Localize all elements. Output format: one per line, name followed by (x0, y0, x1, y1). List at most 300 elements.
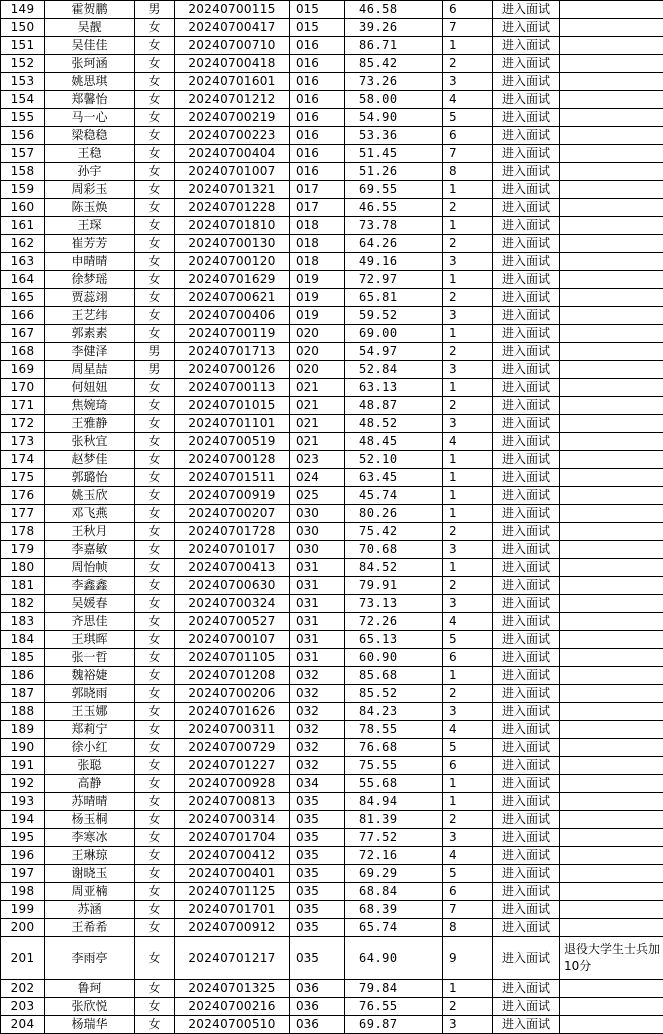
result-cell: 进入面试 (493, 109, 560, 127)
note-cell (560, 631, 663, 649)
seq-cell: 203 (1, 998, 45, 1016)
table-row (1, 487, 663, 505)
name-cell: 姚思琪 (45, 73, 135, 91)
note-cell (560, 469, 663, 487)
gender-cell: 女 (135, 523, 175, 541)
post-code-cell: 032 (290, 685, 345, 703)
note-cell (560, 199, 663, 217)
table-row (1, 469, 663, 487)
result-cell: 进入面试 (493, 325, 560, 343)
seq-cell: 150 (1, 19, 45, 37)
exam-number-cell: 20240700206 (175, 685, 290, 703)
name-cell: 李雨亭 (45, 937, 135, 980)
gender-cell: 女 (135, 901, 175, 919)
result-cell: 进入面试 (493, 775, 560, 793)
score-cell: 55.68 (345, 775, 443, 793)
result-cell: 进入面试 (493, 379, 560, 397)
name-cell: 焦婉琦 (45, 397, 135, 415)
seq-cell: 161 (1, 217, 45, 235)
score-cell: 63.13 (345, 379, 443, 397)
note-cell (560, 325, 663, 343)
score-cell: 65.74 (345, 919, 443, 937)
note-cell (560, 1, 663, 19)
score-cell: 79.84 (345, 980, 443, 998)
result-cell: 进入面试 (493, 703, 560, 721)
seq-cell: 200 (1, 919, 45, 937)
rank-cell: 1 (443, 451, 493, 469)
rank-cell: 7 (443, 901, 493, 919)
rank-cell: 2 (443, 397, 493, 415)
result-cell: 进入面试 (493, 37, 560, 55)
table-row (1, 91, 663, 109)
gender-cell: 女 (135, 127, 175, 145)
note-cell (560, 253, 663, 271)
score-cell: 85.42 (345, 55, 443, 73)
exam-number-cell: 20240700630 (175, 577, 290, 595)
exam-number-cell: 20240700119 (175, 325, 290, 343)
gender-cell: 女 (135, 379, 175, 397)
post-code-cell: 032 (290, 721, 345, 739)
seq-cell: 187 (1, 685, 45, 703)
result-cell: 进入面试 (493, 127, 560, 145)
post-code-cell: 020 (290, 325, 345, 343)
score-cell: 53.36 (345, 127, 443, 145)
table-row (1, 217, 663, 235)
score-cell: 70.68 (345, 541, 443, 559)
result-cell: 进入面试 (493, 980, 560, 998)
exam-number-cell: 20240701208 (175, 667, 290, 685)
score-cell: 69.87 (345, 1016, 443, 1034)
rank-cell: 9 (443, 937, 493, 980)
score-cell: 69.55 (345, 181, 443, 199)
rank-cell: 3 (443, 253, 493, 271)
seq-cell: 198 (1, 883, 45, 901)
seq-cell: 173 (1, 433, 45, 451)
table-row (1, 343, 663, 361)
gender-cell: 女 (135, 685, 175, 703)
rank-cell: 8 (443, 163, 493, 181)
gender-cell: 女 (135, 847, 175, 865)
result-cell: 进入面试 (493, 523, 560, 541)
post-code-cell: 016 (290, 91, 345, 109)
rank-cell: 1 (443, 325, 493, 343)
result-cell: 进入面试 (493, 865, 560, 883)
note-cell (560, 109, 663, 127)
score-cell: 73.78 (345, 217, 443, 235)
gender-cell: 女 (135, 703, 175, 721)
gender-cell: 女 (135, 595, 175, 613)
name-cell: 李鑫鑫 (45, 577, 135, 595)
note-cell (560, 998, 663, 1016)
gender-cell: 女 (135, 307, 175, 325)
exam-number-cell: 20240700912 (175, 919, 290, 937)
gender-cell: 女 (135, 649, 175, 667)
table-row (1, 811, 663, 829)
rank-cell: 6 (443, 649, 493, 667)
name-cell: 李嘉敏 (45, 541, 135, 559)
post-code-cell: 019 (290, 307, 345, 325)
result-cell: 进入面试 (493, 998, 560, 1016)
table-row (1, 595, 663, 613)
post-code-cell: 019 (290, 289, 345, 307)
note-cell (560, 433, 663, 451)
gender-cell: 女 (135, 1016, 175, 1034)
exam-number-cell: 20240701105 (175, 649, 290, 667)
seq-cell: 167 (1, 325, 45, 343)
score-cell: 75.55 (345, 757, 443, 775)
post-code-cell: 016 (290, 73, 345, 91)
table-row (1, 937, 663, 980)
seq-cell: 186 (1, 667, 45, 685)
post-code-cell: 016 (290, 109, 345, 127)
result-cell: 进入面试 (493, 253, 560, 271)
exam-number-cell: 20240700510 (175, 1016, 290, 1034)
score-cell: 48.52 (345, 415, 443, 433)
post-code-cell: 021 (290, 379, 345, 397)
table-row (1, 505, 663, 523)
gender-cell: 女 (135, 559, 175, 577)
exam-number-cell: 20240700710 (175, 37, 290, 55)
name-cell: 王艺纬 (45, 307, 135, 325)
name-cell: 孙宇 (45, 163, 135, 181)
result-cell: 进入面试 (493, 487, 560, 505)
exam-number-cell: 20240700107 (175, 631, 290, 649)
name-cell: 王雅静 (45, 415, 135, 433)
exam-number-cell: 20240700223 (175, 127, 290, 145)
note-cell (560, 127, 663, 145)
note-cell (560, 37, 663, 55)
rank-cell: 4 (443, 433, 493, 451)
name-cell: 姚玉欣 (45, 487, 135, 505)
post-code-cell: 015 (290, 1, 345, 19)
rank-cell: 6 (443, 1, 493, 19)
seq-cell: 180 (1, 559, 45, 577)
table-row (1, 793, 663, 811)
exam-number-cell: 20240700519 (175, 433, 290, 451)
post-code-cell: 031 (290, 649, 345, 667)
note-cell (560, 721, 663, 739)
table-row (1, 829, 663, 847)
result-cell: 进入面试 (493, 559, 560, 577)
post-code-cell: 021 (290, 415, 345, 433)
note-cell (560, 19, 663, 37)
name-cell: 王琪晖 (45, 631, 135, 649)
post-code-cell: 017 (290, 181, 345, 199)
name-cell: 霍贺鹏 (45, 1, 135, 19)
rank-cell: 1 (443, 379, 493, 397)
exam-number-cell: 20240700621 (175, 289, 290, 307)
name-cell: 吴佳佳 (45, 37, 135, 55)
gender-cell: 女 (135, 199, 175, 217)
table-row (1, 739, 663, 757)
seq-cell: 192 (1, 775, 45, 793)
gender-cell: 女 (135, 19, 175, 37)
gender-cell: 女 (135, 577, 175, 595)
result-cell: 进入面试 (493, 271, 560, 289)
gender-cell: 女 (135, 109, 175, 127)
note-cell (560, 811, 663, 829)
post-code-cell: 031 (290, 631, 345, 649)
rank-cell: 2 (443, 811, 493, 829)
note-cell (560, 829, 663, 847)
rank-cell: 5 (443, 739, 493, 757)
note-cell: 退役大学生士兵加10分 (560, 937, 663, 980)
gender-cell: 女 (135, 271, 175, 289)
name-cell: 何妞妞 (45, 379, 135, 397)
post-code-cell: 035 (290, 883, 345, 901)
score-cell: 84.23 (345, 703, 443, 721)
seq-cell: 159 (1, 181, 45, 199)
exam-number-cell: 20240701212 (175, 91, 290, 109)
post-code-cell: 035 (290, 793, 345, 811)
seq-cell: 199 (1, 901, 45, 919)
result-cell: 进入面试 (493, 829, 560, 847)
note-cell (560, 73, 663, 91)
result-cell: 进入面试 (493, 919, 560, 937)
gender-cell: 女 (135, 433, 175, 451)
score-cell: 48.45 (345, 433, 443, 451)
result-cell: 进入面试 (493, 667, 560, 685)
result-cell: 进入面试 (493, 1016, 560, 1034)
note-cell (560, 901, 663, 919)
note-cell (560, 379, 663, 397)
name-cell: 王秋月 (45, 523, 135, 541)
note-cell (560, 523, 663, 541)
score-cell: 51.26 (345, 163, 443, 181)
gender-cell: 女 (135, 253, 175, 271)
gender-cell: 女 (135, 487, 175, 505)
rank-cell: 4 (443, 847, 493, 865)
exam-number-cell: 20240700813 (175, 793, 290, 811)
score-cell: 51.45 (345, 145, 443, 163)
seq-cell: 155 (1, 109, 45, 127)
exam-number-cell: 20240700219 (175, 109, 290, 127)
table-row (1, 541, 663, 559)
rank-cell: 4 (443, 91, 493, 109)
table-row (1, 901, 663, 919)
result-cell: 进入面试 (493, 541, 560, 559)
gender-cell: 女 (135, 883, 175, 901)
table-row (1, 145, 663, 163)
table-row (1, 865, 663, 883)
rank-cell: 5 (443, 865, 493, 883)
gender-cell: 女 (135, 667, 175, 685)
name-cell: 张欣悦 (45, 998, 135, 1016)
name-cell: 杨瑞华 (45, 1016, 135, 1034)
result-cell: 进入面试 (493, 613, 560, 631)
table-row (1, 703, 663, 721)
seq-cell: 194 (1, 811, 45, 829)
exam-number-cell: 20240701728 (175, 523, 290, 541)
gender-cell: 女 (135, 469, 175, 487)
note-cell (560, 685, 663, 703)
rank-cell: 1 (443, 667, 493, 685)
score-cell: 52.10 (345, 451, 443, 469)
score-cell: 73.13 (345, 595, 443, 613)
table-row (1, 919, 663, 937)
exam-number-cell: 20240701626 (175, 703, 290, 721)
post-code-cell: 031 (290, 613, 345, 631)
rank-cell: 2 (443, 235, 493, 253)
table-row (1, 37, 663, 55)
rank-cell: 2 (443, 289, 493, 307)
note-cell (560, 289, 663, 307)
seq-cell: 183 (1, 613, 45, 631)
name-cell: 陈玉焕 (45, 199, 135, 217)
score-cell: 69.29 (345, 865, 443, 883)
exam-number-cell: 20240701017 (175, 541, 290, 559)
table-row (1, 181, 663, 199)
rank-cell: 3 (443, 829, 493, 847)
table-row (1, 847, 663, 865)
rank-cell: 1 (443, 505, 493, 523)
note-cell (560, 487, 663, 505)
table-row (1, 271, 663, 289)
result-cell: 进入面试 (493, 91, 560, 109)
name-cell: 李健泽 (45, 343, 135, 361)
rank-cell: 2 (443, 55, 493, 73)
seq-cell: 202 (1, 980, 45, 998)
gender-cell: 女 (135, 757, 175, 775)
post-code-cell: 032 (290, 667, 345, 685)
note-cell (560, 55, 663, 73)
post-code-cell: 034 (290, 775, 345, 793)
name-cell: 周星喆 (45, 361, 135, 379)
seq-cell: 204 (1, 1016, 45, 1034)
name-cell: 赵梦佳 (45, 451, 135, 469)
name-cell: 张秋宜 (45, 433, 135, 451)
rank-cell: 2 (443, 199, 493, 217)
gender-cell: 女 (135, 73, 175, 91)
note-cell (560, 91, 663, 109)
post-code-cell: 021 (290, 397, 345, 415)
gender-cell: 女 (135, 397, 175, 415)
rank-cell: 2 (443, 523, 493, 541)
name-cell: 苏涵 (45, 901, 135, 919)
table-row (1, 109, 663, 127)
result-cell: 进入面试 (493, 145, 560, 163)
post-code-cell: 016 (290, 145, 345, 163)
result-cell: 进入面试 (493, 883, 560, 901)
post-code-cell: 032 (290, 757, 345, 775)
gender-cell: 女 (135, 217, 175, 235)
score-cell: 77.52 (345, 829, 443, 847)
exam-number-cell: 20240701228 (175, 199, 290, 217)
result-cell: 进入面试 (493, 361, 560, 379)
seq-cell: 185 (1, 649, 45, 667)
table-row (1, 73, 663, 91)
score-cell: 65.13 (345, 631, 443, 649)
result-cell: 进入面试 (493, 901, 560, 919)
post-code-cell: 025 (290, 487, 345, 505)
score-cell: 59.52 (345, 307, 443, 325)
rank-cell: 1 (443, 775, 493, 793)
seq-cell: 164 (1, 271, 45, 289)
post-code-cell: 016 (290, 127, 345, 145)
exam-number-cell: 20240700120 (175, 253, 290, 271)
gender-cell: 女 (135, 91, 175, 109)
note-cell (560, 793, 663, 811)
table-row (1, 685, 663, 703)
note-cell (560, 451, 663, 469)
rank-cell: 1 (443, 181, 493, 199)
gender-cell: 女 (135, 415, 175, 433)
score-cell: 64.26 (345, 235, 443, 253)
results-table-body (1, 1, 663, 1034)
table-row (1, 253, 663, 271)
exam-number-cell: 20240701321 (175, 181, 290, 199)
result-cell: 进入面试 (493, 721, 560, 739)
table-row (1, 998, 663, 1016)
table-row (1, 1, 663, 19)
table-row (1, 757, 663, 775)
gender-cell: 女 (135, 829, 175, 847)
seq-cell: 197 (1, 865, 45, 883)
rank-cell: 3 (443, 541, 493, 559)
rank-cell: 3 (443, 415, 493, 433)
rank-cell: 1 (443, 559, 493, 577)
name-cell: 邓飞燕 (45, 505, 135, 523)
note-cell (560, 415, 663, 433)
exam-number-cell: 20240701511 (175, 469, 290, 487)
post-code-cell: 017 (290, 199, 345, 217)
score-cell: 39.26 (345, 19, 443, 37)
score-cell: 65.81 (345, 289, 443, 307)
table-row (1, 667, 663, 685)
post-code-cell: 024 (290, 469, 345, 487)
note-cell (560, 163, 663, 181)
note-cell (560, 739, 663, 757)
gender-cell: 女 (135, 163, 175, 181)
table-row (1, 451, 663, 469)
note-cell (560, 613, 663, 631)
exam-number-cell: 20240701125 (175, 883, 290, 901)
table-row (1, 980, 663, 998)
score-cell: 54.90 (345, 109, 443, 127)
result-cell: 进入面试 (493, 163, 560, 181)
seq-cell: 175 (1, 469, 45, 487)
note-cell (560, 595, 663, 613)
post-code-cell: 016 (290, 163, 345, 181)
seq-cell: 152 (1, 55, 45, 73)
seq-cell: 172 (1, 415, 45, 433)
post-code-cell: 031 (290, 577, 345, 595)
post-code-cell: 035 (290, 919, 345, 937)
seq-cell: 149 (1, 1, 45, 19)
table-row (1, 235, 663, 253)
note-cell (560, 577, 663, 595)
exam-number-cell: 20240700314 (175, 811, 290, 829)
name-cell: 魏裕婕 (45, 667, 135, 685)
post-code-cell: 016 (290, 55, 345, 73)
note-cell (560, 181, 663, 199)
seq-cell: 184 (1, 631, 45, 649)
seq-cell: 165 (1, 289, 45, 307)
result-cell: 进入面试 (493, 937, 560, 980)
rank-cell: 3 (443, 361, 493, 379)
post-code-cell: 020 (290, 361, 345, 379)
rank-cell: 1 (443, 37, 493, 55)
exam-number-cell: 20240700401 (175, 865, 290, 883)
exam-number-cell: 20240701629 (175, 271, 290, 289)
seq-cell: 195 (1, 829, 45, 847)
table-row (1, 361, 663, 379)
result-cell: 进入面试 (493, 289, 560, 307)
exam-number-cell: 20240700324 (175, 595, 290, 613)
note-cell (560, 271, 663, 289)
result-cell: 进入面试 (493, 181, 560, 199)
exam-number-cell: 20240700115 (175, 1, 290, 19)
